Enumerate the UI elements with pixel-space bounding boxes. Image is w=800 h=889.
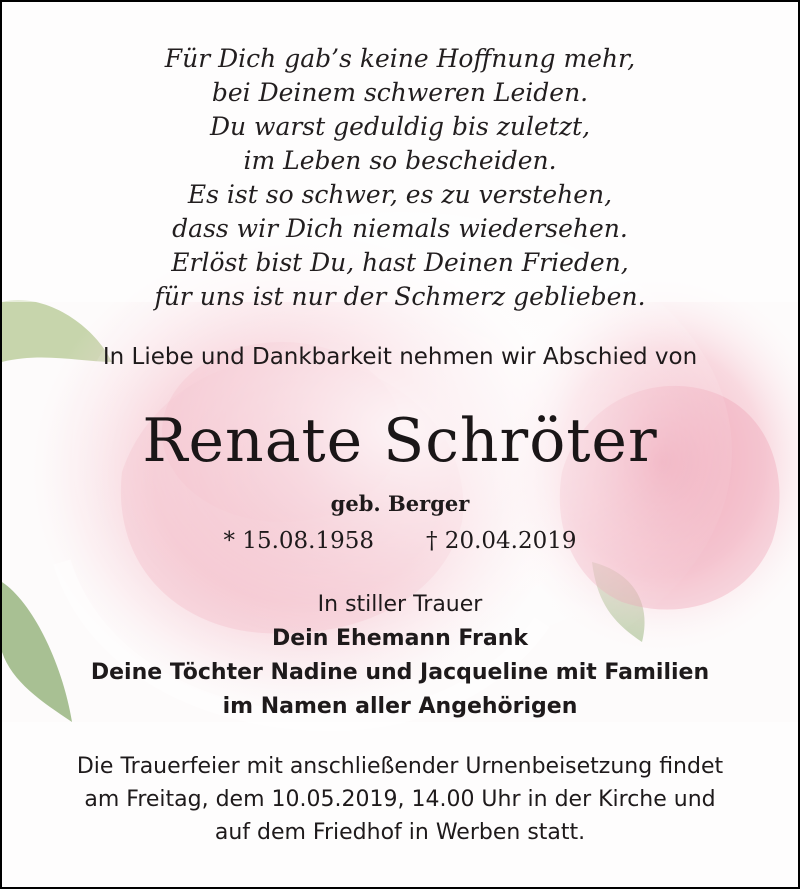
- poem-line: Für Dich gab’s keine Hoffnung mehr,: [164, 44, 636, 73]
- birth-name: geb. Berger: [330, 491, 470, 516]
- poem-line: im Leben so bescheiden.: [243, 146, 557, 175]
- poem-line: für uns ist nur der Schmerz geblieben.: [154, 282, 646, 311]
- obituary-content: [2, 2, 798, 887]
- life-dates: [2, 526, 798, 556]
- birth-date: * 15.08.1958: [223, 528, 374, 554]
- mourner-line: Dein Ehemann Frank: [271, 626, 529, 651]
- mourner-line: im Namen aller Angehörigen: [222, 694, 578, 719]
- poem: [2, 42, 798, 314]
- mourners-heading: In stiller Trauer: [317, 592, 483, 617]
- poem-line: dass wir Dich niemals wiedersehen.: [172, 214, 628, 243]
- service-line: am Freitag, dem 10.05.2019, 14.00 Uhr in der Kirche und: [84, 787, 716, 812]
- obituary-card: [2, 2, 798, 887]
- mourner-line: Deine Töchter Nadine und Jacqueline mit Familien: [90, 660, 710, 685]
- death-date: † 20.04.2019: [426, 528, 577, 554]
- poem-line: Erlöst bist Du, hast Deinen Frieden,: [171, 248, 629, 277]
- service-line: auf dem Friedhof in Werben statt.: [214, 820, 586, 845]
- deceased-name: Renate Schröter: [142, 406, 658, 476]
- poem-line: Du warst geduldig bis zuletzt,: [209, 112, 591, 141]
- funeral-service-info: [2, 750, 798, 849]
- poem-line: bei Deinem schweren Leiden.: [211, 78, 589, 107]
- service-line: Die Trauerfeier mit anschließender Urnenbeisetzung findet: [76, 754, 724, 779]
- poem-line: Es ist so schwer, es zu verstehen,: [187, 180, 613, 209]
- farewell-intro: In Liebe und Dankbarkeit nehmen wir Abschied von: [102, 344, 698, 370]
